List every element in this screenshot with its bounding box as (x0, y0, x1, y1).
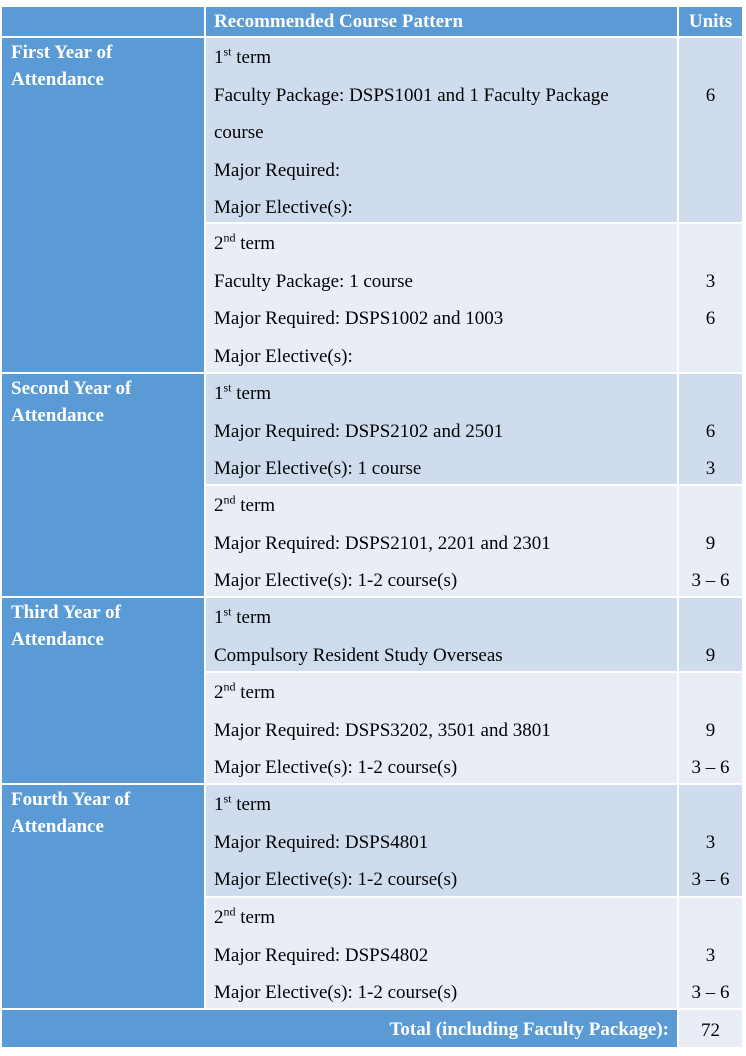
units-block-3-1 (679, 598, 742, 671)
course-line: Major Elective(s): (214, 346, 353, 367)
course-line: Compulsory Resident Study Overseas (214, 645, 503, 666)
term-block-1-1 (206, 38, 677, 222)
course-line: Major Elective(s): 1-2 course(s) (214, 757, 458, 778)
units-block-3-2 (679, 673, 742, 783)
unit-value: 6 (705, 421, 716, 442)
year-label-2: Second Year of Attendance (2, 374, 204, 596)
course-line: Major Required: DSPS2102 and 2501 (214, 421, 504, 442)
course-line: Major Required: DSPS4802 (214, 945, 429, 966)
term-heading: 2nd term (214, 230, 276, 254)
course-line: Major Required: (214, 160, 341, 181)
units-block-2-2 (679, 486, 742, 596)
unit-value: 3 – 6 (691, 570, 730, 591)
units-block-2-1 (679, 374, 742, 484)
unit-value: 3 – 6 (691, 869, 730, 890)
unit-value: 6 (705, 85, 716, 106)
term-block-4-2 (206, 898, 677, 1008)
units-block-1-2 (679, 224, 742, 372)
course-line: Major Elective(s): 1 course (214, 458, 422, 479)
unit-value: 3 – 6 (691, 757, 730, 778)
unit-value: 3 (705, 832, 716, 853)
term-block-1-2 (206, 224, 677, 372)
course-line: Major Elective(s): 1-2 course(s) (214, 869, 458, 890)
course-line: Faculty Package: 1 course (214, 271, 413, 292)
unit-value: 3 – 6 (691, 982, 730, 1003)
units-block-1-1 (679, 38, 742, 222)
course-line: Major Elective(s): (214, 197, 353, 218)
total-value: 72 (679, 1010, 742, 1047)
unit-value: 3 (705, 271, 716, 292)
term-block-2-2 (206, 486, 677, 596)
units-block-4-2 (679, 898, 742, 1008)
unit-value: 9 (705, 533, 716, 554)
course-line: Major Required: DSPS4801 (214, 832, 429, 853)
unit-value: 3 (705, 458, 716, 479)
unit-value: 3 (705, 945, 716, 966)
term-heading: 1st term (214, 791, 272, 815)
term-block-3-1 (206, 598, 677, 671)
course-line: Major Required: DSPS1002 and 1003 (214, 308, 504, 329)
course-line: course (214, 122, 264, 143)
term-block-3-2 (206, 673, 677, 783)
year-label-3: Third Year of Attendance (2, 598, 204, 783)
header-units: Units (679, 7, 742, 36)
term-block-4-1 (206, 785, 677, 896)
course-line: Major Elective(s): 1-2 course(s) (214, 570, 458, 591)
unit-value: 9 (705, 720, 716, 741)
term-heading: 1st term (214, 44, 272, 68)
term-block-2-1 (206, 374, 677, 484)
unit-value: 6 (705, 308, 716, 329)
term-heading: 1st term (214, 604, 272, 628)
total-label: Total (including Faculty Package): (2, 1010, 677, 1047)
units-block-4-1 (679, 785, 742, 896)
term-heading: 1st term (214, 380, 272, 404)
course-line: Major Required: DSPS2101, 2201 and 2301 (214, 533, 551, 554)
course-line: Faculty Package: DSPS1001 and 1 Faculty Package (214, 85, 609, 106)
year-label-4: Fourth Year of Attendance (2, 785, 204, 1008)
term-heading: 2nd term (214, 679, 276, 703)
course-line: Major Elective(s): 1-2 course(s) (214, 982, 458, 1003)
header-blank-cell (2, 7, 204, 36)
course-line: Major Required: DSPS3202, 3501 and 3801 (214, 720, 551, 741)
unit-value: 9 (705, 645, 716, 666)
header-pattern: Recommended Course Pattern (206, 7, 677, 36)
term-heading: 2nd term (214, 492, 276, 516)
term-heading: 2nd term (214, 904, 276, 928)
year-label-1: First Year of Attendance (2, 38, 204, 372)
